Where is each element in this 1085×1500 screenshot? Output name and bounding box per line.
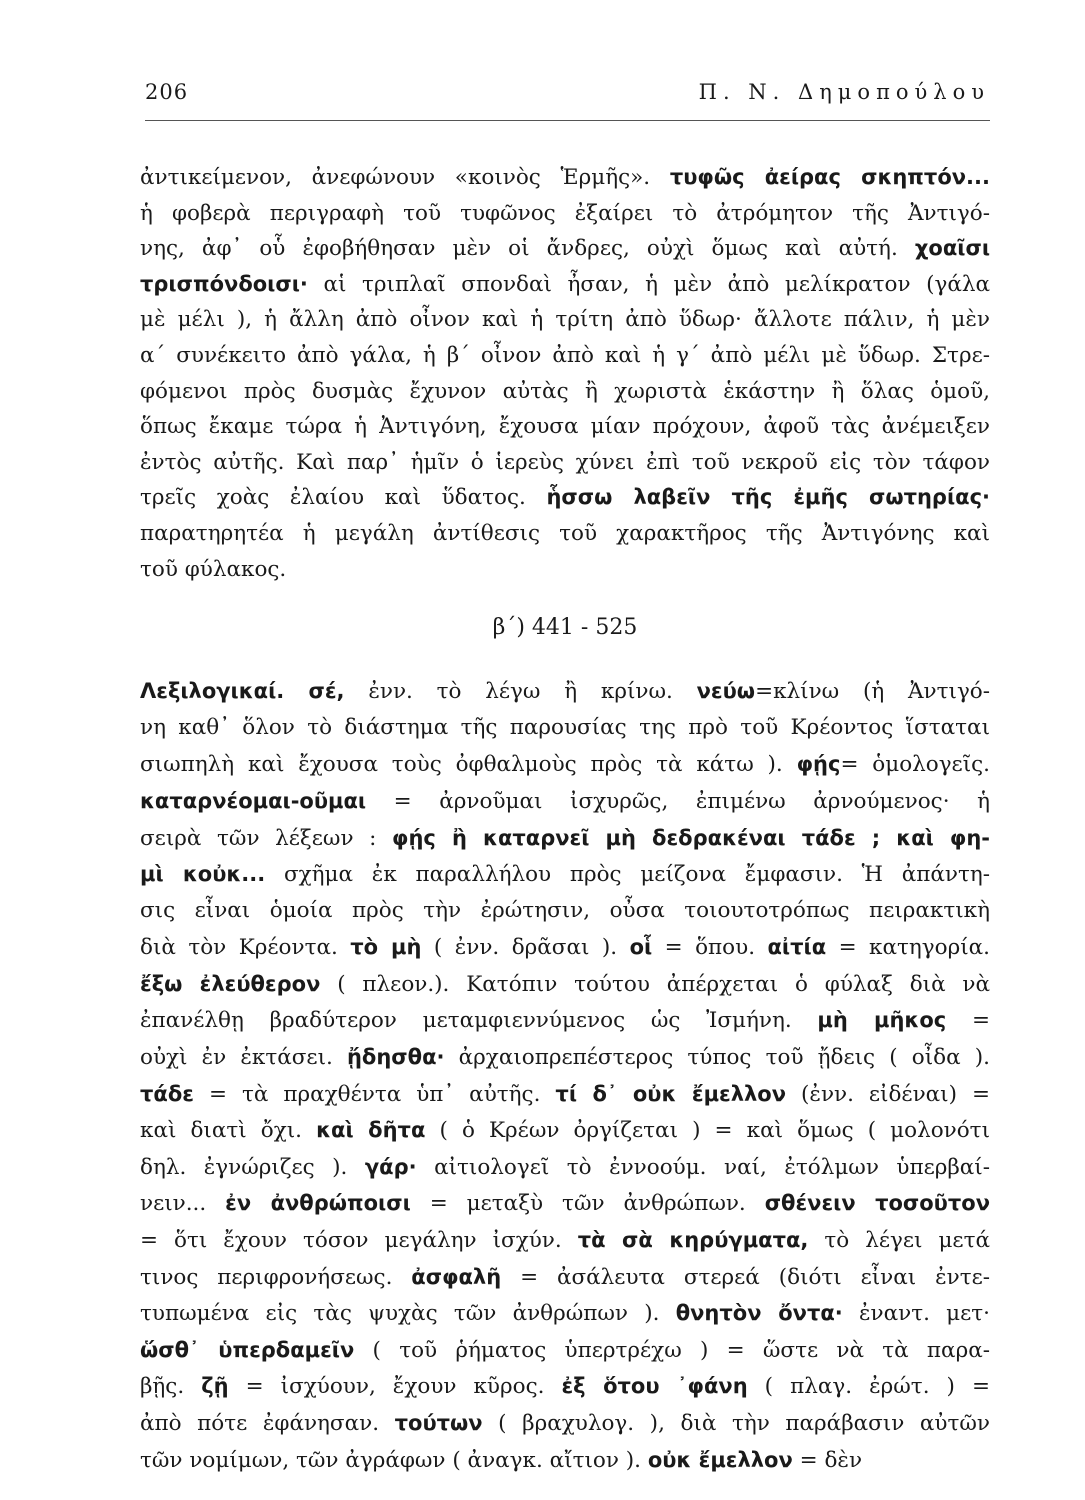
lemma-bold: Λεξιλογικαί. σέ, [140, 679, 345, 704]
lemma-bold: τούτων [394, 1411, 483, 1435]
lemma-bold: χοαῖσι [914, 236, 990, 261]
text-line [140, 893, 990, 930]
text-line [140, 409, 990, 445]
section-heading: β΄) 441 - 525 [492, 615, 638, 641]
text-run: ( τοῦ ῥήματος ὑπερτρέχω ) = ὥστε νὰ τὰ παρα- [354, 1337, 990, 1363]
text-run: τρεῖς χοὰς ἐλαίου καὶ ὕδατος. [140, 485, 547, 511]
text-run: νης, ἀφ᾿ οὗ ἐφοβήθησαν μὲν οἱ ἄνδρες, οὐχὶ ὅμως καὶ αὐτή. [140, 236, 915, 262]
page-number: 206 [145, 80, 189, 104]
lemma-bold: καὶ δῆτα [316, 1118, 426, 1143]
commentary-paragraph [140, 160, 990, 587]
text-run: δηλ. ἐγνώριζες ). [140, 1154, 365, 1180]
vocabulary-paragraph [140, 673, 990, 1478]
text-run: = ἀρνοῦμαι ἰσχυρῶς, ἐπιμένω ἀρνούμενος· ἡ [366, 788, 990, 814]
text-line [140, 1076, 990, 1113]
lemma-bold: θνητὸν ὄντα· [675, 1301, 843, 1326]
lemma-bold: φῄς [796, 752, 841, 777]
text-line [140, 196, 990, 232]
text-line [140, 710, 990, 747]
text-run: παρατηρητέα ἡ μεγάλη ἀντίθεσις τοῦ χαρακτῆρος τῆς Ἀντιγόνης καὶ [140, 520, 990, 546]
lemma-bold: τυφῶς ἀείρας σκηπτόν... [669, 165, 990, 189]
text-run: = μεταξὺ τῶν ἀνθρώπων. [410, 1191, 765, 1217]
lemma-bold: ἐν ἀνθρώποισι [225, 1191, 411, 1216]
text-run: (ἐνν. εἰδέναι) = [786, 1081, 990, 1107]
text-run: νειν... [140, 1191, 226, 1217]
lemma-bold: ἧσσω λαβεῖν τῆς ἐμῆς σωτηρίας· [546, 485, 990, 510]
text-line [140, 231, 990, 267]
text-run: φόμενοι πρὸς δυσμὰς ἔχυνον αὐτὰς ἢ χωριστὰ ἑκάστην ἢ ὅλας ὁμοῦ, [140, 378, 990, 404]
text-run: καὶ διατὶ ὄχι. [140, 1118, 317, 1144]
text-run: ( πλαγ. ἐρώτ. ) = [747, 1374, 990, 1400]
text-run: σειρὰ τῶν λέξεων : [140, 825, 393, 851]
lemma-bold: αἰτία [767, 935, 827, 960]
lemma-bold: μὴ μῆκος [817, 1008, 947, 1033]
lemma-bold: ζῇ [201, 1374, 229, 1399]
text-run: ἐπανέλθῃ βραδύτερον μεταμφιεννύμενος ὡς Ἰσμήνη. [140, 1008, 818, 1034]
lemma-bold: καταρνέομαι-οῦμαι [140, 788, 367, 813]
text-run: αἱ τριπλαῖ σπονδαὶ ἦσαν, ἡ μὲν ἀπὸ μελίκρατον (γάλα [307, 271, 990, 297]
header-rule [145, 120, 990, 121]
text-run: ἐνν. τὸ λέγω ἢ κρίνω. [344, 679, 697, 705]
text-run: οὐχὶ ἐν ἐκτάσει. [140, 1045, 347, 1071]
text-line [140, 160, 990, 196]
text-run: ἐναντ. μετ· [842, 1301, 990, 1327]
lemma-bold: τὰ σὰ κηρύγματα, [577, 1228, 809, 1253]
text-run: = [946, 1008, 990, 1034]
text-line [140, 820, 990, 857]
lemma-bold: μὶ κοὐκ... [140, 862, 266, 887]
text-run: = κατηγορία. [826, 935, 990, 961]
lemma-bold: ἐξ ὅτου ᾿φάνη [561, 1374, 748, 1399]
text-line [140, 552, 990, 588]
text-line [140, 1149, 990, 1186]
text-run: τῶν νομίμων, τῶν ἀγράφων ( ἀναγκ. αἴτιον ). [140, 1447, 648, 1473]
text-line [140, 673, 990, 710]
lemma-bold: ἀσφαλῆ [411, 1264, 502, 1289]
text-line [140, 516, 990, 552]
text-run: = ὅπου. [652, 935, 768, 961]
text-run: ( πλεον.). Κατόπιν τούτου ἀπέρχεται ὁ φύλαξ διὰ νὰ [320, 971, 990, 997]
text-run: σις εἶναι ὁμοία πρὸς τὴν ἐρώτησιν, οὖσα τοιουτοτρόπως πειρακτικὴ [140, 897, 990, 923]
text-run: διὰ τὸν Κρέοντα. [140, 935, 351, 961]
lemma-bold: σθένειν τοσοῦτον [764, 1191, 990, 1216]
text-line [140, 1442, 990, 1479]
text-run: = ὁμολογεῖς. [840, 752, 990, 778]
text-line [140, 267, 990, 303]
text-run: τινος περιφρονήσεως. [140, 1264, 412, 1290]
text-run: ἡ φοβερὰ περιγραφὴ τοῦ τυφῶνος ἐξαίρει τὸ ἀτρόμητον τῆς Ἀντιγό- [140, 200, 990, 226]
text-line [140, 1368, 990, 1405]
text-run: ( ὁ Κρέων ὀργίζεται ) = καὶ ὅμως ( μολονότι [425, 1118, 990, 1144]
text-run: = ὅτι ἔχουν τόσον μεγάλην ἰσχύν. [140, 1228, 578, 1254]
lemma-bold: νεύω [696, 679, 756, 704]
lemma-bold: οὐκ ἔμελλον [647, 1447, 793, 1472]
text-run: ἐντὸς αὐτῆς. Καὶ παρ᾿ ἡμῖν ὁ ἱερεὺς χύνει ἐπὶ τοῦ νεκροῦ εἰς τὸν τάφον [140, 449, 990, 475]
text-line [140, 1185, 990, 1222]
text-run: τυπωμένα εἰς τὰς ψυχὰς τῶν ἀνθρώπων ). [140, 1301, 676, 1327]
text-run: ( ἐνν. δρᾶσαι ). [421, 935, 630, 961]
text-run: = τὰ πραχθέντα ὑπ᾿ αὐτῆς. [193, 1081, 556, 1107]
text-line [140, 374, 990, 410]
text-line [140, 929, 990, 966]
text-line [140, 783, 990, 820]
text-line [140, 1332, 990, 1369]
lemma-bold: ἔξω ἐλεύθερον [140, 971, 321, 996]
text-line [140, 1295, 990, 1332]
text-line [140, 856, 990, 893]
text-run: νη καθ᾿ ὅλον τὸ διάστημα τῆς παρουσίας της πρὸ τοῦ Κρέοντος ἵσταται [140, 714, 990, 740]
lemma-bold: φῄς ἢ καταρνεῖ μὴ δεδρακέναι τάδε ; καὶ φη- [392, 825, 990, 850]
text-run: τὸ λέγει μετά [808, 1228, 990, 1254]
text-run: = ἰσχύουν, ἔχουν κῦρος. [228, 1374, 562, 1400]
text-line [140, 338, 990, 374]
text-run: αἰτιολογεῖ τὸ ἐννοούμ. ναί, ἐτόλμων ὑπερβαί- [416, 1154, 990, 1180]
running-head: Π. Ν. Δημοπούλου [698, 80, 990, 104]
text-line [140, 1002, 990, 1039]
text-run: ἀπὸ πότε ἐφάνησαν. [140, 1411, 395, 1436]
text-run: =κλίνω (ἡ Ἀντιγό- [755, 679, 990, 705]
text-line [140, 1112, 990, 1149]
text-line [140, 1405, 990, 1442]
text-run: μὲ μέλι ), ἡ ἄλλη ἀπὸ οἶνον καὶ ἡ τρίτη ἀπὸ ὕδωρ· ἄλλοτε πάλιν, ἡ μὲν [140, 307, 990, 333]
text-line [140, 480, 990, 516]
lemma-bold: γάρ· [364, 1154, 417, 1179]
text-line [140, 1259, 990, 1296]
text-run: ἀρχαιοπρεπέστερος τύπος τοῦ ᾔδεις ( οἶδα ). [444, 1045, 990, 1071]
text-run: α΄ συνέκειτο ἀπὸ γάλα, ἡ β΄ οἶνον ἀπὸ καὶ ἡ γ΄ ἀπὸ μέλι μὲ ὕδωρ. Στρε- [140, 342, 990, 368]
page-body [140, 160, 990, 1478]
text-line [140, 445, 990, 481]
page-header [145, 80, 990, 120]
text-run: = δὲν [792, 1447, 863, 1473]
text-line [140, 1222, 990, 1259]
text-line [140, 746, 990, 783]
lemma-bold: οἷ [629, 935, 653, 960]
lemma-bold: ὥσθ᾿ ὑπερδαμεῖν [140, 1337, 355, 1362]
lemma-bold: τρισπόνδοισι· [140, 271, 308, 296]
lemma-bold: τάδε [140, 1081, 194, 1106]
text-run: βῇς. [140, 1374, 202, 1400]
text-run: ἀντικείμενον, ἀνεφώνουν «κοινὸς Ἑρμῆς». [140, 165, 670, 190]
text-line [140, 302, 990, 338]
text-run: ( βραχυλογ. ), διὰ τὴν παράβασιν αὐτῶν [482, 1411, 990, 1436]
lemma-bold: τί δ᾿ οὐκ ἔμελλον [555, 1081, 787, 1106]
text-run: ὅπως ἔκαμε τώρα ἡ Ἀντιγόνη, ἔχουσα μίαν πρόχουν, ἀφοῦ τὰς ἀνέμειξεν [140, 414, 990, 440]
lemma-bold: ᾔδησθα· [346, 1045, 445, 1070]
text-run: σιωπηλὴ καὶ ἔχουσα τοὺς ὀφθαλμοὺς πρὸς τὰ κάτω ). [140, 752, 797, 778]
lemma-bold: τὸ μὴ [350, 935, 422, 960]
text-run: σχῆμα ἐκ παραλλήλου πρὸς μείζονα ἔμφασιν. Ἡ ἀπάντη- [265, 862, 990, 888]
text-line [140, 966, 990, 1003]
text-line [140, 1039, 990, 1076]
text-run: = ἀσάλευτα στερεά (διότι εἶναι ἐντε- [501, 1264, 990, 1290]
text-run: τοῦ φύλακος. [140, 556, 287, 582]
